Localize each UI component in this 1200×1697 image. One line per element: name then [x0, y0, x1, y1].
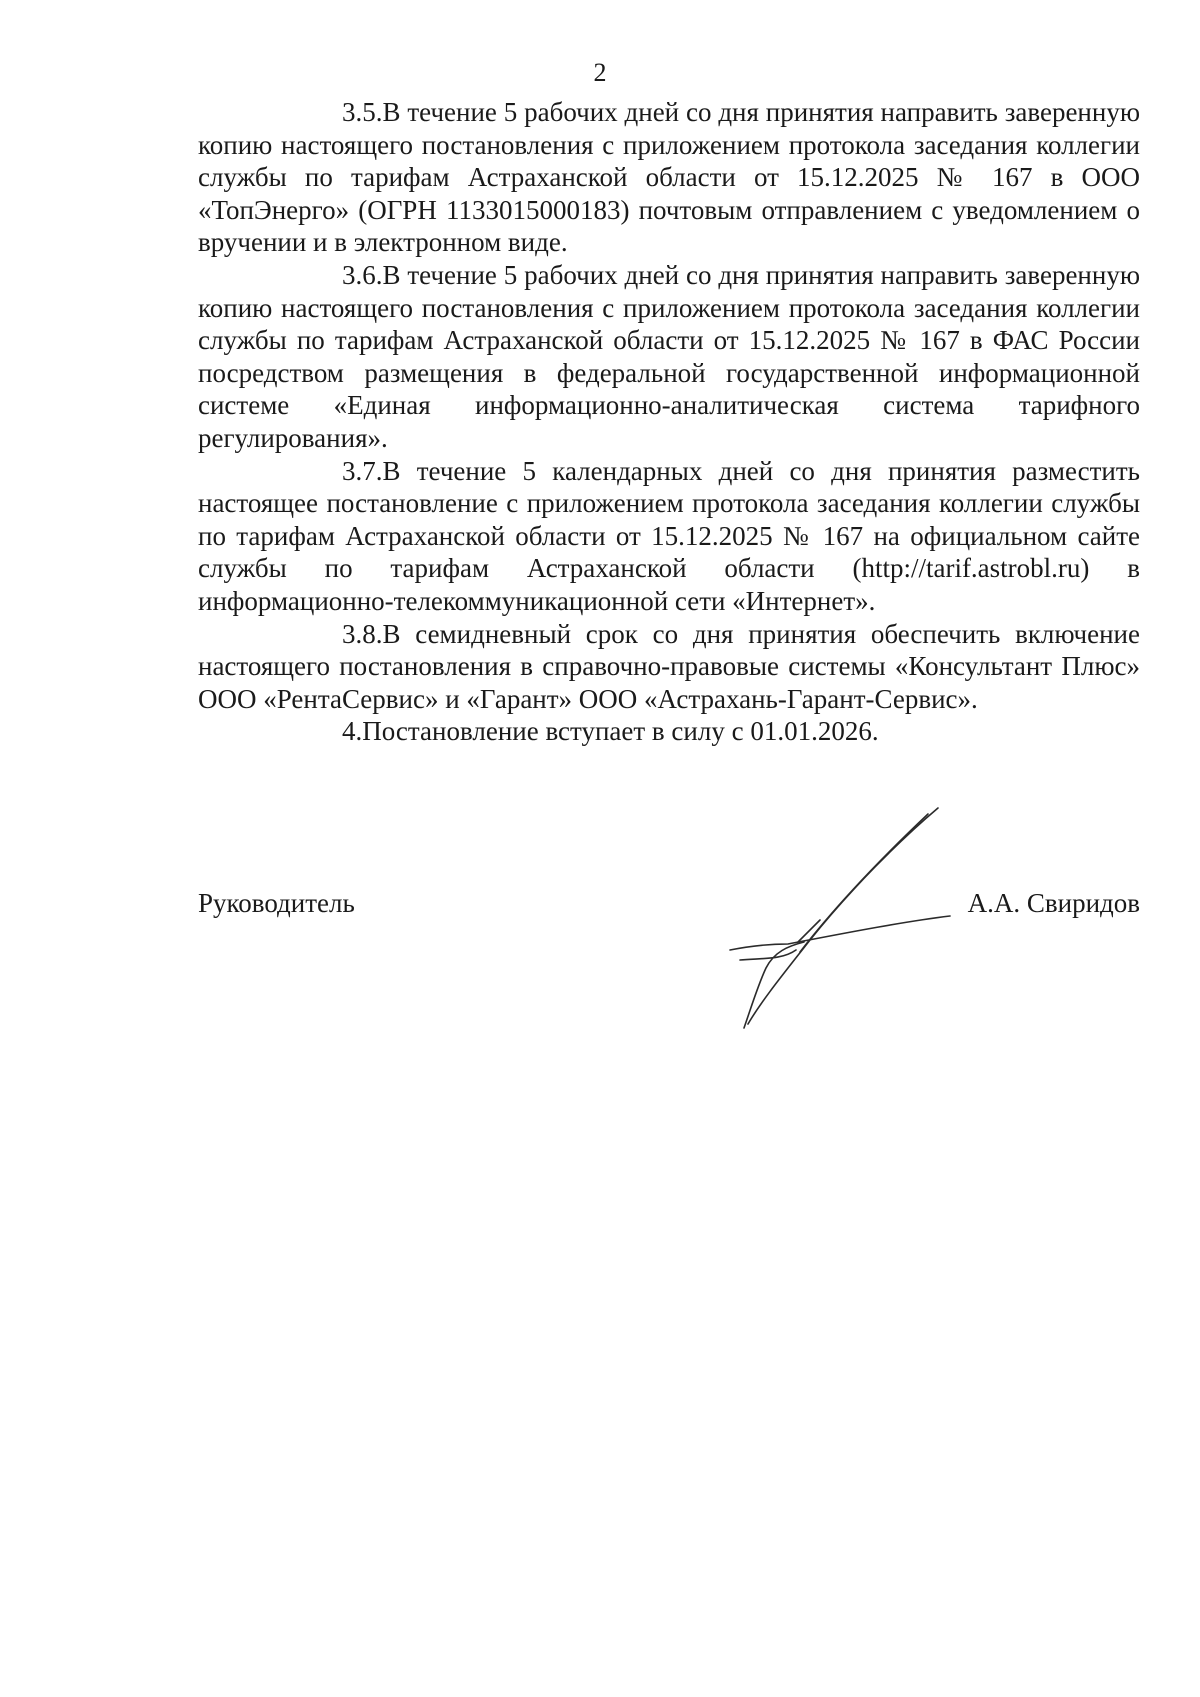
paragraph-3-5 [198, 96, 1140, 259]
document-body [198, 96, 1140, 748]
handwritten-signature-icon [700, 800, 960, 1040]
page-number: 2 [593, 58, 607, 87]
signatory-role: Руководитель [198, 888, 355, 918]
paragraph-text: Постановление вступает в силу с 01.01.2026. [362, 716, 879, 747]
paragraph-text: В семидневный срок со дня принятия обеспечить включение настоящего постановления в справочно-правовые системы «Консультант Плюс» ООО «РентаСервис» и «Гарант» ООО «Астрахань-Гарант-Сервис». [198, 618, 1140, 714]
paragraph-text: В течение 5 календарных дней со дня принятия разместить настоящее постановление с приложением протокола заседания коллегии службы по тарифам Астраханской области от 15.12.2025 № 167 на официальном сайте службы по тарифам Астраханской области (http://tarif.astrobl.ru) в информационно-телекоммуникационной сети «Интернет». [198, 455, 1140, 616]
paragraph-number: 3.7. [342, 455, 383, 486]
paragraph-3-6 [198, 259, 1140, 455]
paragraph-3-8 [198, 618, 1140, 716]
signatory-name: А.А. Свиридов [967, 888, 1140, 918]
paragraph-4 [198, 715, 1140, 748]
paragraph-3-7 [198, 455, 1140, 618]
paragraph-number: 3.5. [342, 97, 383, 127]
paragraph-number: 4. [342, 716, 363, 747]
paragraph-text: В течение 5 рабочих дней со дня принятия направить заверенную копию настоящего постановления с приложением протокола заседания коллегии службы по тарифам Астраханской области от 15.12.2025 № 167 в ООО «ТопЭнерго» (ОГРН 1133015000183) почтовым отправлением с уведомлением о вручении и в электронном виде. [198, 97, 1140, 258]
paragraph-number: 3.8. [342, 618, 383, 649]
paragraph-text: В течение 5 рабочих дней со дня принятия направить заверенную копию настоящего постановления с приложением протокола заседания коллегии службы по тарифам Астраханской области от 15.12.2025 № 167 в ФАС России посредством размещения в федеральной государственной информационной системе «Единая информационно-аналитическая система тарифного регулирования». [198, 259, 1140, 453]
paragraph-number: 3.6. [342, 259, 383, 290]
